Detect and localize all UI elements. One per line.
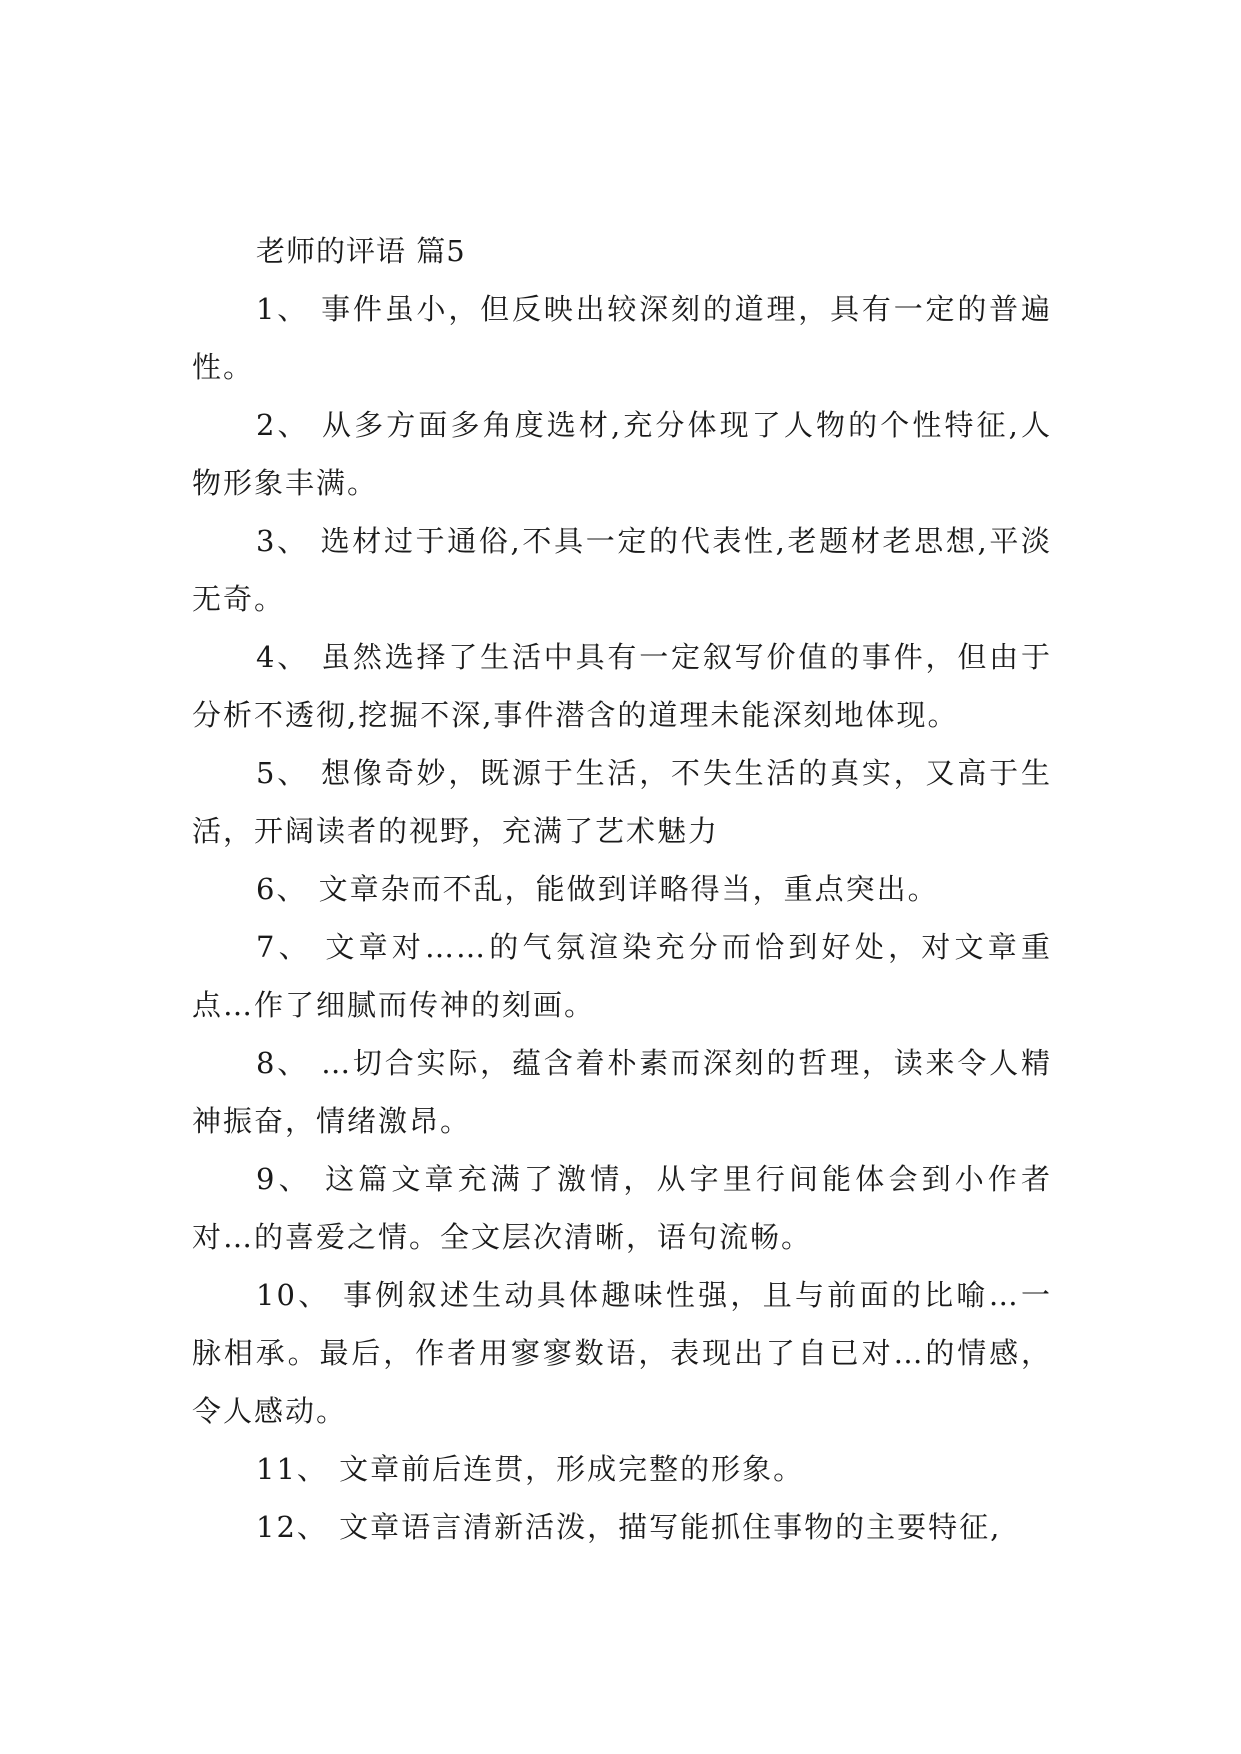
comment-paragraph-10: 10、 事例叙述生动具体趣味性强，且与前面的比喻…一脉相承。最后，作者用寥寥数语，表现出了自已对…的情感，令人感动。 bbox=[192, 1278, 1052, 1428]
comment-paragraph-6: 6、 文章杂而不乱，能做到详略得当，重点突出。 bbox=[256, 872, 939, 906]
comment-paragraph-9: 9、 这篇文章充满了激情，从字里行间能体会到小作者对…的喜爱之情。全文层次清晰，语句流畅。 bbox=[192, 1162, 1052, 1254]
comment-paragraph-5: 5、 想像奇妙，既源于生活，不失生活的真实，又高于生活，开阔读者的视野，充满了艺术魅力 bbox=[192, 756, 1052, 848]
document-body bbox=[192, 222, 1052, 1556]
comment-paragraph-7: 7、 文章对……的气氛渲染充分而恰到好处，对文章重点…作了细腻而传神的刻画。 bbox=[192, 930, 1052, 1022]
comment-paragraph-11: 11、 文章前后连贯，形成完整的形象。 bbox=[256, 1452, 805, 1486]
comment-paragraph-1: 1、 事件虽小，但反映出较深刻的道理，具有一定的普遍性。 bbox=[192, 292, 1052, 384]
comment-paragraph-8: 8、 …切合实际，蕴含着朴素而深刻的哲理，读来令人精神振奋，情绪激昂。 bbox=[192, 1046, 1052, 1138]
comment-paragraph-2: 2、 从多方面多角度选材,充分体现了人物的个性特征,人物形象丰满。 bbox=[192, 408, 1052, 500]
comment-paragraph-4: 4、 虽然选择了生活中具有一定叙写价值的事件，但由于分析不透彻,挖掘不深,事件潜含的道理未能深刻地体现。 bbox=[192, 640, 1052, 732]
section-heading: 老师的评语 篇5 bbox=[256, 234, 466, 268]
comment-paragraph-12: 12、 文章语言清新活泼，描写能抓住事物的主要特征, bbox=[256, 1510, 1002, 1544]
comment-paragraph-3: 3、 选材过于通俗,不具一定的代表性,老题材老思想,平淡无奇。 bbox=[192, 524, 1052, 616]
